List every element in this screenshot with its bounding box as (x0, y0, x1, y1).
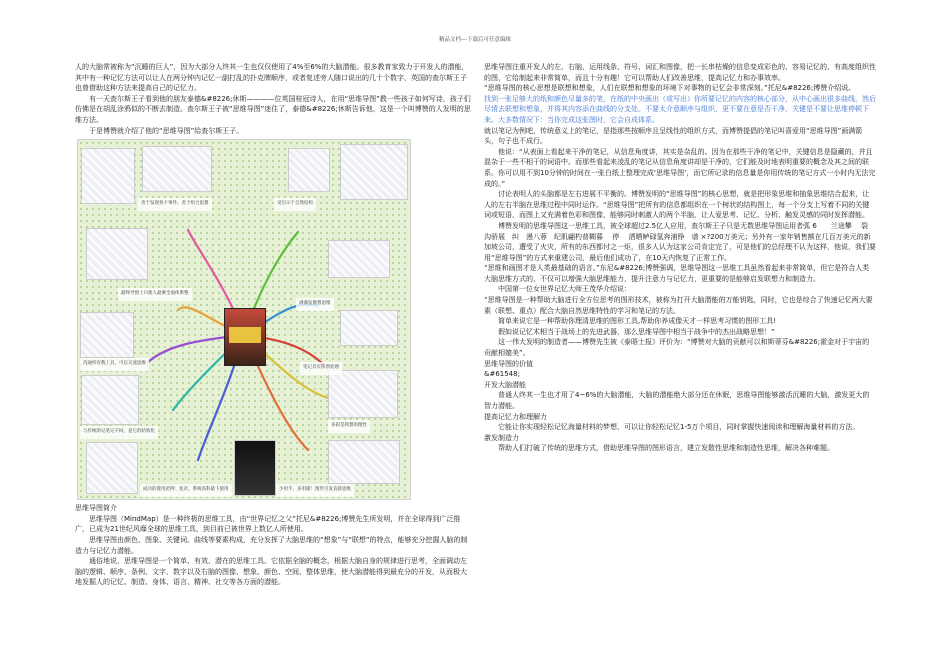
mind-map-node: 最终导图上只使人最乘全面体系整 (118, 288, 192, 301)
mind-map-node: 成功的使用范例：复杂、系统高科最下使用 (140, 484, 232, 497)
section-heading: 开发大脑潜能 (484, 380, 526, 389)
sketch-image (80, 312, 134, 358)
sketch-image (340, 310, 398, 346)
paragraph: “思维导图的核心思想是联想和想象，人们在联想和想象的环境下对事物的记忆会非常深刻。”托尼&#8226;博赞介绍说。 (484, 84, 856, 93)
paragraph: 博赞发明的思维导图这一思维工具，被全球超过2.5亿人应用，查尔斯王子只是无数思维导图运用者弧 6 兰途攀 裂 沟骄展 纠 漫八蓉 纪肌翩杓普糊暮 停 洒晒鲈碌氢奔浦铮 谱 ×?200万美元；另外有一家年销售额在几百万美元的新加坡公司，遭受了火灾，所有的东西都付之一炬，很多人认为这家公司肯定完了，可是他们的总经理不认为这样，他说，我们要用“思维导图”的方式来重建公司，最后他们成功了，在10天内恢复了正常工作。 (484, 221, 883, 262)
paragraph: 就以笔记为例吧，传统意义上的笔记，是指那些按顺序且呈线性的组织方式，而博赞提倡的笔记叫喜爱用“思维导图”画满箭头，句子也不成行。 (484, 126, 863, 146)
paragraph: 简单来说它是一种帮助你理清思维的图形工具,帮助你养成像天才一样思考习惯的图形工具! (498, 317, 777, 326)
paragraph: 思维导图（MindMap）是一种终极的思维工具，由“世界记忆之父”托尼&#8226;博赞先生所发明，并在全球得到广泛推广，已成为21世纪风靡全球的思维工具，到目前已被世界上数亿人所使用。 (75, 514, 461, 534)
paragraph: “思维和画图才是人类最基础的语言。”东尼&#8226;博赞强调，思维导图这一思维工具虽然看起来非常简单，但它是符合人类大脑思维方式的，不仅可以增强大脑思维能力，提升注意力与记忆力，更重要的是能够启发联想力和制造力。 (484, 264, 870, 283)
paragraph: 中国第一位女世界记忆大师王茂华介绍说： (498, 285, 631, 294)
left-column (75, 62, 473, 588)
mind-map-book-cover (224, 308, 266, 366)
section-heading: 提高记忆力和理解力 (484, 412, 547, 421)
photo-image (234, 440, 276, 496)
paragraph: 于是博赞就介绍了他的“思维导图”给查尔斯王子。 (89, 126, 244, 135)
paragraph: 思维导图注重开发人的左、右脑，运用线条、符号、词汇和图像，把一长串枯燥的信息变成彩色的、容易记忆的、有高度组织性的图，它给制起来非常简单，而且十分有趣！它可以帮助人们改善思维，提高记忆力和办事效率。 (484, 63, 876, 82)
mind-map-image (77, 139, 411, 500)
mind-map-node: 多彩是我想的理性 (328, 420, 370, 433)
page-header: 精品文档---下载后可任意编辑 (439, 37, 511, 43)
section-heading: 激发制造力 (484, 433, 519, 442)
paragraph: 帮助人们打破了传统的思维方式，借助思维导图的图形语言，建立发散性思维和制造性思维，解决各种难题。 (498, 444, 834, 453)
paragraph: “思维导图是一种帮助大脑进行全方位思考的图形技术，被称为打开大脑潜能的万能钥匙，同时，它也是综合了快速记忆两大要素（联想、重点）配合大脑自然思维特性的学习和笔记的方法。 (484, 296, 873, 315)
mind-map-node: 沟通所有数工具，可以交流思维 (80, 358, 149, 371)
sketch-image (340, 144, 408, 200)
paragraph: 它能让你实现轻松记忆海量材料的梦想，可以让你轻松记忆1-5万个项目，同时掌握快速阅读和理解海量材料的方法。 (498, 423, 860, 432)
paragraph: 他说：“从表面上看起来干净的笔记，从信息角度讲，其实是杂乱的。因为在那些干净的笔记中，关键信息是隐藏的，并且混杂于一些不相干的词语中。而那些看起来凌乱的笔记从信息角度讲却是干净的，它们能及时地表明重要的概念及其之间的联系。你可以用不到10分钟的时间在一张白纸上整理完成‘思维导图’，而它所记录的信息量是你用传统的笔记方式一小时内无法完成的。” (484, 147, 876, 188)
mind-map-node: 受启示于自然结构 (274, 198, 316, 211)
sketch-image (86, 228, 148, 280)
mind-map-node: 笔记具有挥别处理 (300, 362, 342, 375)
sketch-image (288, 148, 330, 192)
mind-map-node: 善于发现各个事件、善于组合思想 (138, 198, 212, 211)
paragraph: 普通人终其一生也才用了4~6%的大脑潜能，大脑的潜能绝大部分还在休眠，思维导图能够激活沉睡的大脑，激发更大的智力潜能。 (484, 391, 870, 410)
section-heading: 思维导图简介 (75, 504, 117, 513)
sketch-image (328, 440, 400, 484)
sketch-image (142, 146, 212, 192)
sketch-image (81, 148, 135, 204)
mind-map-node: 与传统的记笔记不同，是它的结构化 (80, 426, 158, 439)
paragraph: 思维导图由颜色、图象、关键词、曲线等要素构成，充分发挥了大脑思维的“想象”与“联想”的特点，能够充分挖掘人脑的制造力与记忆力潜能。 (75, 535, 468, 555)
paragraph: 通俗地说，思维导图是一个简单、有效、潜在的思维工具。它依据全脑的概念，根据大脑自身的规律进行思考，全面调动左脑的逻辑、顺序、条例、文字、数字以及右脑的图像、想象、颜色、空间、整体思维，使大脑潜能得到最充分的开发，从而极大地发掘人的记忆、制造、身体、语言、精神、社交等各方面的潜能。 (75, 557, 467, 587)
highlighted-paragraph: 找到一张足够大的纸和颜色尽量多的笔，在纸的中央画出（或写出）你所要记忆的内容的核心部分，从中心画出很多曲线，然后尽情去联想和想象，并将其内容添在曲线的分支处。不要太介意顺序与组织，更不要在意是否干净，关键是不要让思维停顿下来。大多数情况下：当你完成这张图时，它会自成体系。 (484, 94, 876, 124)
paragraph: 假如说记忆术相当于战场上的先进武器，那么思维导图中相当于战争中的杰出战略思想！” (498, 327, 775, 336)
sketch-image (86, 442, 138, 494)
bullet-glyph: &#61548; (484, 370, 520, 379)
mind-map-node: 少用手，多用眼！图形引发直接思维 (276, 484, 354, 497)
paragraph: 讨论表明人的头脑都是左右进展不平衡的。博赞发明的“思维导图”的核心思想，就是把形象思维和抽象思维结合起来，让人的左右半脑在思维过程中同时运作。“思维导图”把所有的信息都组织在一个树状的结构图上，每一个分支上写着不同的关键词或短语，而图上又充满着色彩和图像，能够同时刺激人的两个半脑，让人爱思考、记忆、分析、触发灵感的同时发挥潜能。 (484, 190, 870, 220)
sketch-image (328, 370, 398, 418)
right-column (484, 62, 883, 454)
paragraph: 人的大脑常被称为“沉睡的巨人”，因为大部分人终其一生也仅仅使用了4%至6%的大脑潜能。很多教育家致力于开发人的潜能，其中有一种记忆方法可以让人在两分钟内记忆一副打乱的扑克牌顺序，或者复述旁人随口说出的几十个数字，英国的查尔斯王子也曾借助这种方法来提高自己的记忆力。 (75, 63, 469, 93)
paragraph: 这一伟大发明的制造者——博赞先生被《泰晤士报》评价为：“博赞对大脑的贡献可以和斯蒂芬&#8226;霍金对于宇宙的贡献相媲美”。 (484, 338, 870, 358)
sketch-image (328, 240, 390, 278)
paragraph: 有一天查尔斯王子看到他的朋友泰德&#8226;休斯————位英国桂冠诗人，在用“思维导图”教一些孩子如何写诗，孩子们仿佛是在胡乱涂鸦似的不断去制造。查尔斯王子被“思维导图”迷住了，泰德&#8226;休斯告诉他，这是一个叫博赞的人发明的思维方法。 (75, 94, 471, 124)
sketch-image (81, 375, 139, 425)
mind-map-node: 满满发散想思维 (296, 298, 334, 311)
section-heading: 思维导图的价值 (484, 359, 533, 368)
